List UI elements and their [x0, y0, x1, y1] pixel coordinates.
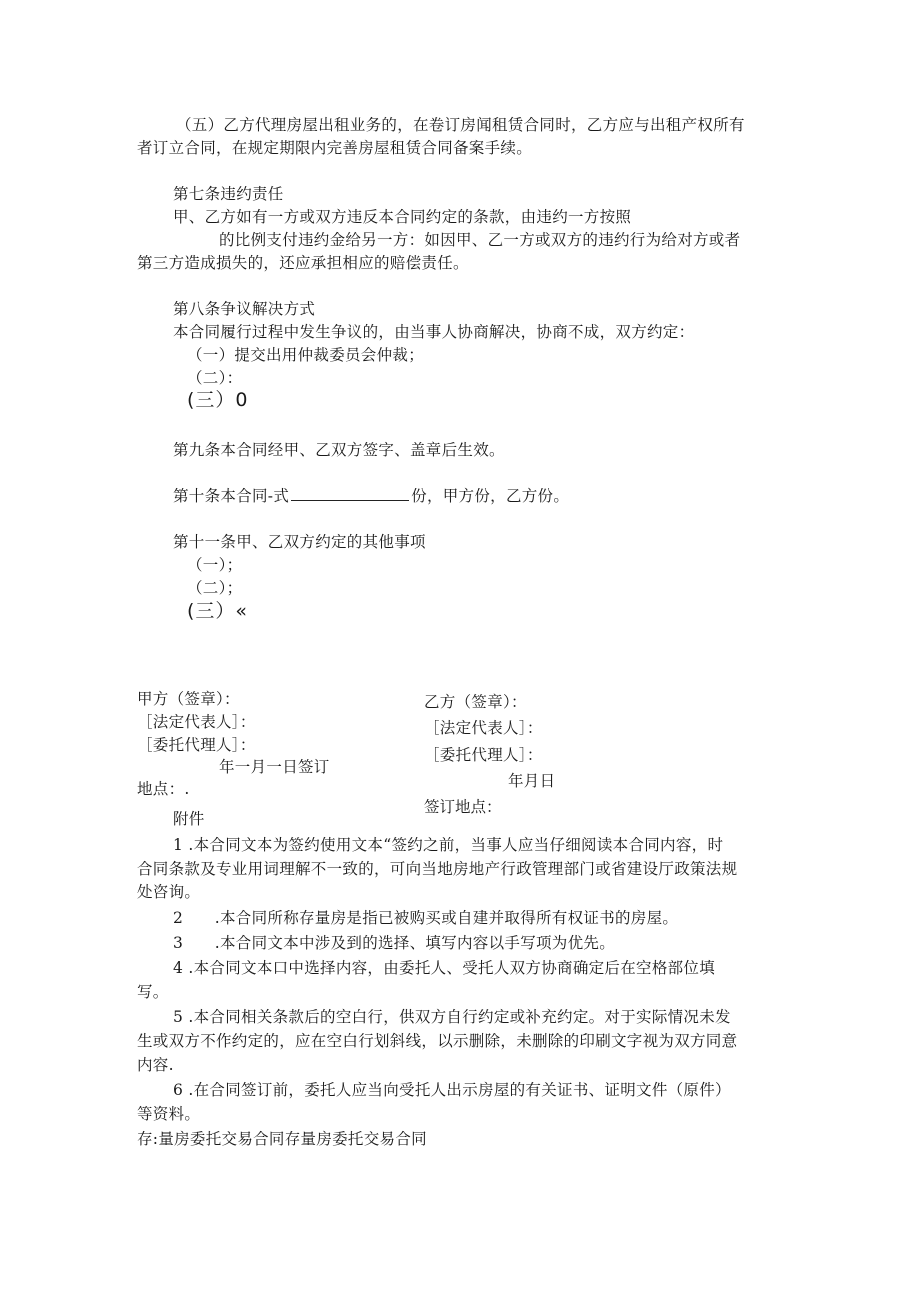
appendix-n5-line3: 内容. — [137, 1056, 174, 1074]
footer-title: 存:量房委托交易合同存量房委托交易合同 — [137, 1130, 427, 1148]
article8-line1: 本合同履行过程中发生争议的，由当事人协商解决，协商不成，双方约定： — [173, 323, 695, 341]
article7-line2: 的比例支付违约金给另一方：如因甲、乙一方或双方的违约行为给对方或者 — [219, 231, 741, 249]
party-b-sign: 乙方（签章）： — [424, 693, 527, 711]
party-a-date: 年一月一日签订 — [219, 758, 330, 776]
appendix-n5-line2: 生或双方不作约定的，应在空白行划斜线，以示删除，未删除的印刷文字视为双方同意 — [137, 1032, 738, 1050]
party-a-sign: 甲方（签章）： — [137, 690, 240, 708]
article10-suffix: 份，甲方份，乙方份。 — [411, 487, 570, 505]
appendix-n5-line1: 5 .本合同相关条款后的空白行，供双方自行约定或补充约定。对于实际情况未发 — [173, 1008, 731, 1026]
article7-line1: 甲、乙方如有一方或双方违反本合同约定的条款，由违约一方按照 — [173, 208, 632, 226]
appendix-n2: 2 .本合同所称存量房是指已被购买或自建并取得所有权证书的房屋。 — [173, 909, 679, 927]
appendix-title: 附件 — [173, 810, 205, 828]
article11-item3: (三）« — [187, 600, 249, 622]
party-b-date: 年月日 — [508, 772, 556, 790]
article11-item1: （一）； — [187, 556, 243, 574]
article11-title: 第十一条甲、乙双方约定的其他事项 — [173, 533, 426, 551]
article8-item3: (三）0 — [187, 389, 249, 411]
article7-title: 第七条违约责任 — [173, 185, 284, 203]
party-b-place: 签订地点： — [424, 798, 502, 816]
appendix-n3: 3 .本合同文本中涉及到的选择、填写内容以手写项为优先。 — [173, 934, 615, 952]
appendix-n1-line2: 合同条款及专业用词理解不一致的，可向当地房地产行政管理部门或省建设厅政策法规 — [137, 860, 738, 878]
article11-item2: （二）； — [187, 579, 243, 597]
appendix-n6-line2: 等资料。 — [137, 1105, 201, 1123]
appendix-n6-line1: 6 .在合同签订前，委托人应当向受托人出示房屋的有关证书、证明文件（原件） — [173, 1081, 731, 1099]
party-a-place: 地点：. — [137, 780, 190, 798]
party-b-agent: ［委托代理人］： — [424, 746, 543, 764]
article7-line3: 第三方造成损失的，还应承担相应的赔偿责任。 — [137, 254, 469, 272]
article10-prefix: 第十条本合同-式 — [173, 487, 290, 505]
clause5-line1: （五）乙方代理房屋出租业务的，在卷订房闻租赁合同时，乙方应与出租产权所有 — [176, 116, 745, 134]
appendix-n4-line2: 写。 — [137, 983, 169, 1001]
article8-title: 第八条争议解决方式 — [173, 300, 316, 318]
article8-item2: （二）： — [187, 369, 243, 387]
party-a-agent: ［委托代理人］： — [137, 736, 256, 754]
article8-item1: （一）提交出用仲裁委员会仲裁； — [187, 346, 425, 364]
article10 — [173, 485, 569, 507]
party-a-legal-rep: ［法定代表人］： — [137, 713, 256, 731]
article9: 第九条本合同经甲、乙双方签字、盖章后生效。 — [173, 441, 505, 459]
clause5-line2: 者订立合同，在规定期限内完善房屋租赁合同备案手续。 — [137, 139, 533, 157]
appendix-n4-line1: 4 .本合同文本口中选择内容，由委托人、受托人双方协商确定后在空格部位填 — [173, 959, 716, 977]
copies-blank-line — [291, 486, 409, 501]
appendix-n1-line1: 1 .本合同文本为签约使用文本“签约之前，当事人应当仔细阅读本合同内容，时 — [173, 836, 724, 854]
appendix-n1-line3: 处咨询。 — [137, 883, 201, 901]
party-b-legal-rep: ［法定代表人］： — [424, 719, 543, 737]
party-b-place-clipped — [420, 796, 540, 816]
